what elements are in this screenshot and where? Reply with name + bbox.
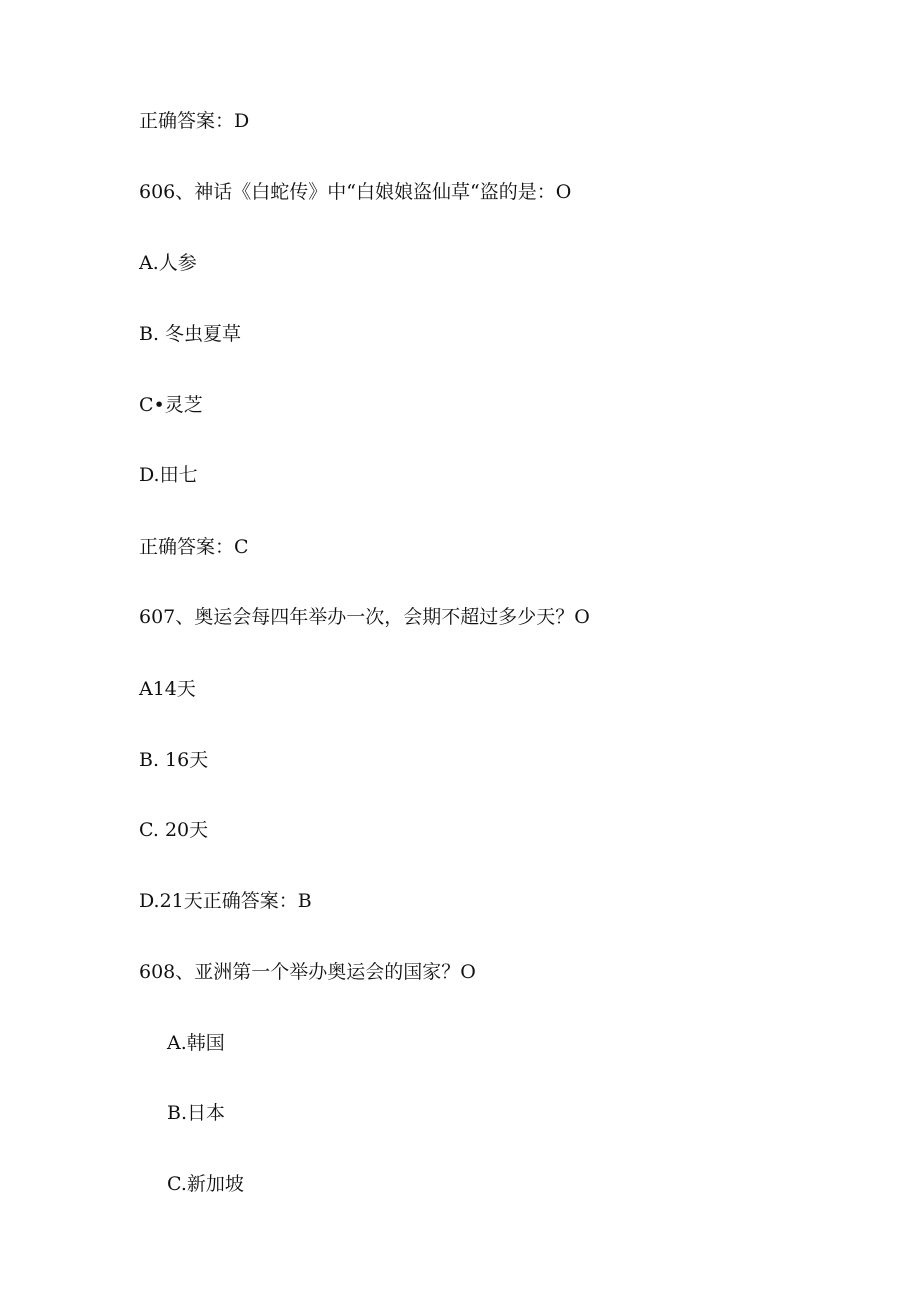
- option-608-b: B.日本: [167, 1102, 226, 1124]
- answer-line-605: 正确答案：D: [139, 110, 250, 132]
- option-606-a: A.人参: [139, 252, 197, 274]
- answer-line-606: 正确答案：C: [139, 536, 249, 558]
- option-608-a: A.韩国: [167, 1032, 225, 1054]
- question-607: 607、奥运会每四年举办一次，会期不超过多少天？O: [139, 606, 590, 628]
- option-607-c: C. 20天: [139, 819, 209, 841]
- option-606-b: B. 冬虫夏草: [139, 323, 242, 345]
- option-606-c: C•灵芝: [139, 394, 203, 416]
- option-608-c: C.新加坡: [167, 1173, 244, 1195]
- option-607-a: A14天: [139, 678, 196, 700]
- option-607-d-with-answer: D.21天正确答案：B: [139, 890, 312, 912]
- question-606: 606、神话《白蛇传》中“白娘娘盗仙草“盗的是：O: [139, 181, 572, 203]
- option-607-b: B. 16天: [139, 749, 209, 771]
- option-606-d: D.田七: [139, 464, 198, 486]
- question-608: 608、亚洲第一个举办奥运会的国家？O: [139, 961, 476, 983]
